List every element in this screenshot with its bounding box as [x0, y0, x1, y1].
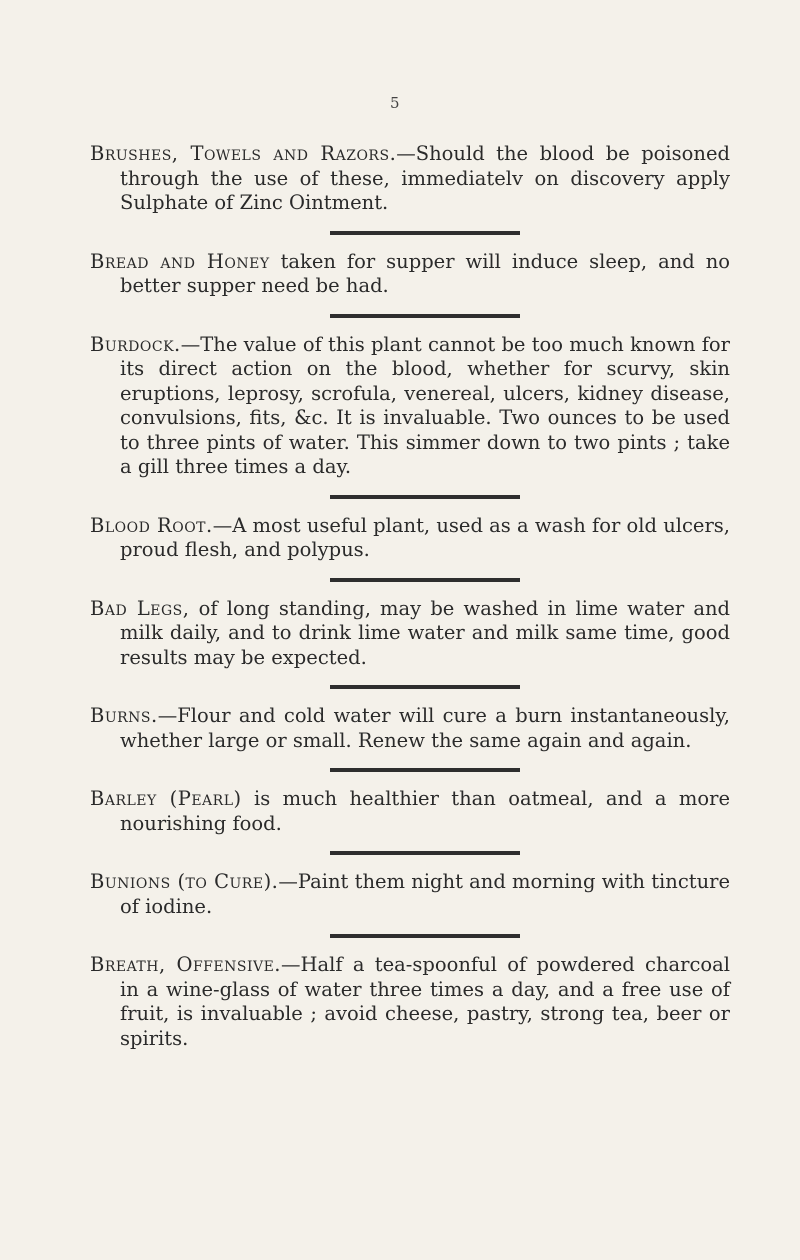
entry-text: of long standing, may be washed in lime water and milk daily, and to drink lime water and milk same time, good results may be expected.: [120, 596, 730, 669]
entry-paragraph: [90, 953, 730, 1051]
entry-burdock: [90, 333, 730, 480]
entry-breath-offensive: [90, 953, 730, 1051]
divider-rule: [330, 934, 520, 938]
entry-heading: Blood Root.: [90, 513, 213, 537]
entry-list: [90, 142, 730, 1051]
divider-rule: [330, 851, 520, 855]
divider-rule: [330, 768, 520, 772]
entry-heading: Bunions (to Cure).: [90, 870, 279, 893]
page-number: 5: [390, 94, 400, 112]
entry-blood-root: [90, 514, 730, 563]
entry-heading: Bad Legs,: [90, 596, 190, 620]
entry-paragraph: [90, 870, 730, 919]
entry-paragraph: [90, 333, 730, 480]
entry-text: —A most useful plant, used as a wash for old ulcers, proud flesh, and polypus.: [120, 513, 730, 561]
entry-heading: Breath, Offensive.: [90, 953, 282, 976]
entry-text: —Paint them night and morning with tincture of iodine.: [120, 870, 730, 918]
divider-rule: [330, 231, 520, 235]
entry-text: —Flour and cold water will cure a burn instantaneously, whether large or small. Renew the same again and again.: [120, 704, 730, 752]
entry-bread-and-honey: [90, 250, 730, 299]
divider-rule: [330, 685, 520, 689]
entry-paragraph: [90, 514, 730, 563]
entry-brushes-towels-razors: [90, 142, 730, 216]
divider-rule: [330, 578, 520, 582]
entry-text: —The value of this plant cannot be too much known for its direct action on the blood, whether for scurvy, skin eruptions, leprosy, scrofula, venereal, ulcers, kidney disease, convulsions, fits, &c. It is invaluable. Two ounces to be used to three pints of water. This simmer down to two pints ; take a gill three times a day.: [120, 332, 730, 478]
entry-heading: Barley (Pearl): [90, 787, 242, 810]
entry-heading: Burdock.: [90, 332, 181, 356]
entry-burns: [90, 704, 730, 753]
entry-text: —Half a tea-spoonful of powdered charcoal in a wine-glass of water three times a day, and a free use of fruit, is invaluable ; avoid cheese, pastry, strong tea, beer or spirits.: [120, 953, 730, 1050]
entry-bunions: [90, 870, 730, 919]
entry-paragraph: [90, 597, 730, 671]
entry-bad-legs: [90, 597, 730, 671]
entry-barley: [90, 787, 730, 836]
entry-heading: Bread and Honey: [90, 249, 270, 273]
entry-text: is much healthier than oatmeal, and a more nourishing food.: [120, 787, 730, 835]
entry-heading: Brushes, Towels and Razors.: [90, 142, 397, 165]
entry-text: taken for supper will induce sleep, and no better supper need be had.: [120, 249, 730, 297]
entry-paragraph: [90, 142, 730, 216]
entry-paragraph: [90, 704, 730, 753]
divider-rule: [330, 495, 520, 499]
divider-rule: [330, 314, 520, 318]
entry-heading: Burns.: [90, 704, 158, 727]
entry-paragraph: [90, 787, 730, 836]
entry-paragraph: [90, 250, 730, 299]
entry-text: —Should the blood be poisoned through the use of these, immediatelv on discovery apply Sulphate of Zinc Ointment.: [120, 142, 730, 214]
